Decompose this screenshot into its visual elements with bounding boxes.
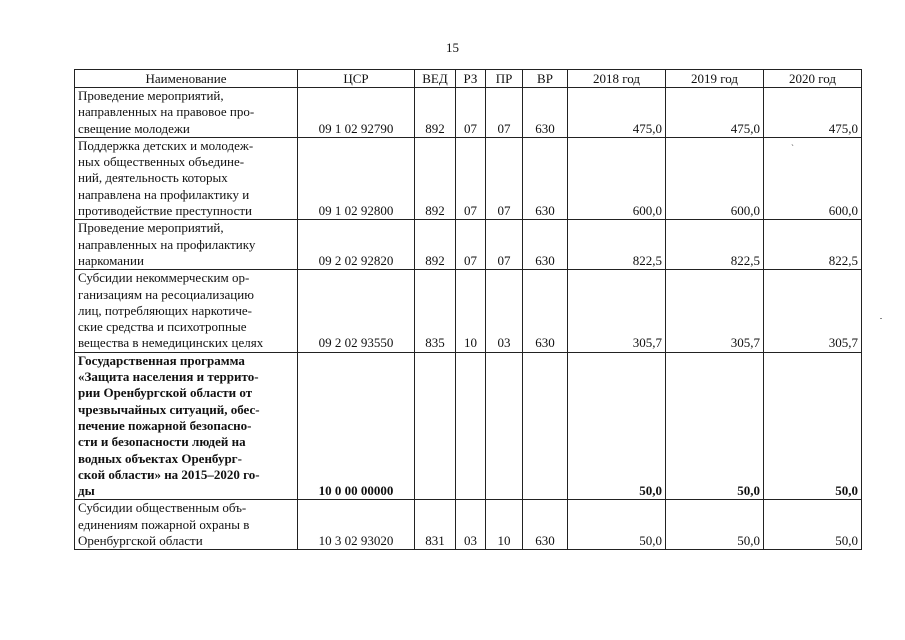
row-2019: 600,0	[666, 137, 764, 219]
row-2019: 50,0	[666, 500, 764, 550]
row-ved: 892	[415, 220, 456, 270]
row-2018: 305,7	[568, 270, 666, 352]
row-csr: 09 1 02 92800	[298, 137, 415, 219]
header-csr: ЦСР	[298, 70, 415, 88]
row-2018: 50,0	[568, 352, 666, 500]
row-name: Субсидии некоммерческим ор- ганизациям на ресоциализацию лиц, потребляющих наркотиче- ские средства и психотропные вещества в немедицинских целях	[75, 270, 298, 352]
budget-table	[74, 69, 862, 550]
row-name: Субсидии общественным объ- единениям пожарной охраны в Оренбургской области	[75, 500, 298, 550]
row-name: Проведение мероприятий, направленных на правовое про- свещение молодежи	[75, 88, 298, 138]
row-ved: 892	[415, 88, 456, 138]
row-vr: 630	[523, 220, 568, 270]
row-vr: 630	[523, 88, 568, 138]
row-vr: 630	[523, 500, 568, 550]
row-2018: 822,5	[568, 220, 666, 270]
table-row	[75, 270, 862, 352]
header-ved: ВЕД	[415, 70, 456, 88]
table-row	[75, 220, 862, 270]
row-2020: 50,0	[764, 352, 862, 500]
row-pr	[486, 352, 523, 500]
row-ved: 835	[415, 270, 456, 352]
row-ved	[415, 352, 456, 500]
row-name: Поддержка детских и молодеж- ных общественных объедине- ний, деятельность которых направлена на профилактику и противодействие преступности	[75, 137, 298, 219]
row-csr: 09 1 02 92790	[298, 88, 415, 138]
row-2019: 305,7	[666, 270, 764, 352]
row-rz	[456, 352, 486, 500]
row-vr: 630	[523, 270, 568, 352]
table-row	[75, 137, 862, 219]
row-vr	[523, 352, 568, 500]
row-pr: 10	[486, 500, 523, 550]
row-pr: 07	[486, 220, 523, 270]
row-2020: 305,7	[764, 270, 862, 352]
row-csr: 10 0 00 00000	[298, 352, 415, 500]
header-pr: ПР	[486, 70, 523, 88]
row-2020: 822,5	[764, 220, 862, 270]
header-2019: 2019 год	[666, 70, 764, 88]
row-rz: 07	[456, 137, 486, 219]
header-name: Наименование	[75, 70, 298, 88]
scan-mark: `	[791, 143, 794, 153]
row-rz: 03	[456, 500, 486, 550]
row-2020: 475,0	[764, 88, 862, 138]
row-pr: 03	[486, 270, 523, 352]
page-number: 15	[446, 40, 459, 55]
row-2020: 50,0	[764, 500, 862, 550]
row-vr: 630	[523, 137, 568, 219]
header-rz: РЗ	[456, 70, 486, 88]
row-csr: 10 3 02 93020	[298, 500, 415, 550]
row-2018: 475,0	[568, 88, 666, 138]
row-pr: 07	[486, 88, 523, 138]
row-pr: 07	[486, 137, 523, 219]
table-header-row	[75, 70, 862, 88]
row-csr: 09 2 02 93550	[298, 270, 415, 352]
scan-speck	[880, 318, 882, 319]
row-name: Проведение мероприятий, направленных на профилактику наркомании	[75, 220, 298, 270]
row-rz: 10	[456, 270, 486, 352]
row-2018: 600,0	[568, 137, 666, 219]
table-row	[75, 88, 862, 138]
row-2019: 50,0	[666, 352, 764, 500]
header-2018: 2018 год	[568, 70, 666, 88]
row-rz: 07	[456, 88, 486, 138]
row-2019: 822,5	[666, 220, 764, 270]
row-rz: 07	[456, 220, 486, 270]
row-2020: 600,0	[764, 137, 862, 219]
row-ved: 831	[415, 500, 456, 550]
header-2020: 2020 год	[764, 70, 862, 88]
header-vr: ВР	[523, 70, 568, 88]
row-name: Государственная программа «Защита населения и террито- рии Оренбургской области от чрезвычайных ситуаций, обес- печение пожарной безопасно- сти и безопасности людей на водных объектах Оренбург- ской области» на 2015–2020 го- ды	[75, 352, 298, 500]
row-2019: 475,0	[666, 88, 764, 138]
row-2018: 50,0	[568, 500, 666, 550]
row-ved: 892	[415, 137, 456, 219]
table-row	[75, 500, 862, 550]
table-row	[75, 352, 862, 500]
row-csr: 09 2 02 92820	[298, 220, 415, 270]
